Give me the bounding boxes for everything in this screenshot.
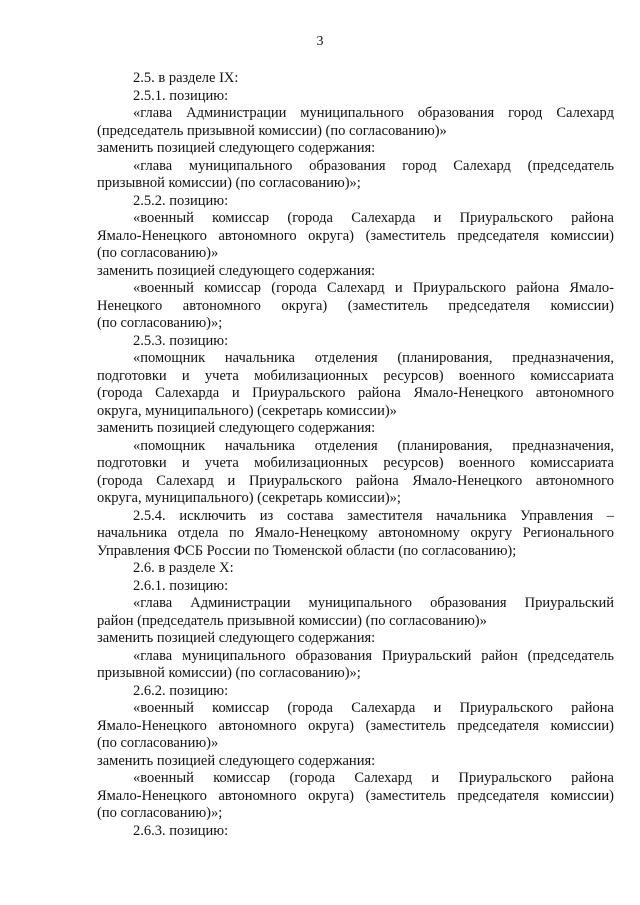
document-text-line: Ямало-Ненецкого автономного округа) (заместитель председателя комиссии) — [97, 227, 614, 244]
document-text-line: «военный комиссар (города Салехард и Приуральского района Ямало- — [133, 280, 614, 296]
document-text-line: заменить позицией следующего содержания: — [97, 630, 376, 646]
document-text-line: (города Салехард и Приуральского района Ямало-Ненецкого автономного — [97, 472, 614, 489]
document-text-line: (по согласованию)»; — [97, 805, 223, 821]
document-text-line: «глава Администрации муниципального образования Приуральский — [133, 595, 614, 611]
document-text-line: «военный комиссар (города Салехарда и Приуральского района — [133, 700, 614, 716]
document-text-line: район (председатель призывной комиссии) (по согласованию)» — [97, 612, 487, 629]
document-text-line: (по согласованию)» — [97, 245, 219, 261]
document-body — [97, 70, 614, 840]
document-text-line: «военный комиссар (города Салехарда и Приуральского района — [133, 210, 614, 226]
document-text-line: призывной комиссии) (по согласованию)»; — [97, 665, 361, 681]
document-text-line: округа, муниципального) (секретарь комиссии)» — [97, 402, 397, 419]
document-text-line: «глава муниципального образования Приуральский район (председатель — [133, 647, 614, 664]
document-text-line: подготовки и учета мобилизационных ресурсов) военного комиссариата — [97, 367, 614, 384]
document-text-line: заменить позицией следующего содержания: — [97, 262, 376, 279]
document-text-line: 2.5.1. позицию: — [133, 87, 229, 104]
document-text-line: 2.6.1. позицию: — [133, 577, 229, 594]
document-text-line: 2.5.4. исключить из состава заместителя начальника Управления – — [133, 507, 614, 524]
document-text-line: 2.6.2. позицию: — [133, 682, 229, 699]
document-text-line: призывной комиссии) (по согласованию)»; — [97, 175, 361, 191]
document-text-line: «помощник начальника отделения (планирования, предназначения, — [133, 350, 614, 366]
document-text-line: (города Салехарда и Приуральского района Ямало-Ненецкого автономного — [97, 385, 614, 401]
document-text-line: 2.5.2. позицию: — [133, 192, 229, 209]
document-text-line: 2.6.3. позицию: — [133, 822, 229, 839]
document-text-line: подготовки и учета мобилизационных ресурсов) военного комиссариата — [97, 455, 614, 471]
document-text-line: округа, муниципального) (секретарь комиссии)»; — [97, 490, 401, 506]
document-text-line: 2.6. в разделе X: — [133, 560, 234, 576]
document-text-line: «военный комиссар (города Салехард и Приуральского района — [133, 770, 614, 786]
document-text-line: заменить позицией следующего содержания: — [97, 420, 376, 436]
document-text-line: 2.5.3. позицию: — [133, 332, 229, 349]
document-text-line: Ямало-Ненецкого автономного округа) (заместитель председателя комиссии) — [97, 787, 614, 804]
page-number: 3 — [316, 34, 324, 49]
document-text-line: 2.5. в разделе IX: — [133, 70, 239, 86]
document-text-line: «глава муниципального образования город Салехард (председатель — [133, 157, 614, 174]
document-text-line: Ямало-Ненецкого автономного округа) (заместитель председателя комиссии) — [97, 717, 614, 734]
document-text-line: начальника отдела по Ямало-Ненецкому автономному округу Регионального — [97, 525, 614, 541]
document-text-line: «помощник начальника отделения (планирования, предназначения, — [133, 437, 614, 454]
document-text-line: заменить позицией следующего содержания: — [97, 752, 376, 769]
document-text-line: (по согласованию)» — [97, 735, 219, 751]
document-text-line: Управления ФСБ России по Тюменской области (по согласованию); — [97, 542, 517, 559]
document-text-line: (председатель призывной комиссии) (по согласованию)» — [97, 122, 447, 139]
document-text-line: заменить позицией следующего содержания: — [97, 140, 376, 156]
document-text-line: Ненецкого автономного округа) (заместитель председателя комиссии) — [97, 297, 614, 314]
document-text-line: «глава Администрации муниципального образования город Салехард — [133, 105, 614, 121]
document-text-line: (по согласованию)»; — [97, 315, 223, 331]
